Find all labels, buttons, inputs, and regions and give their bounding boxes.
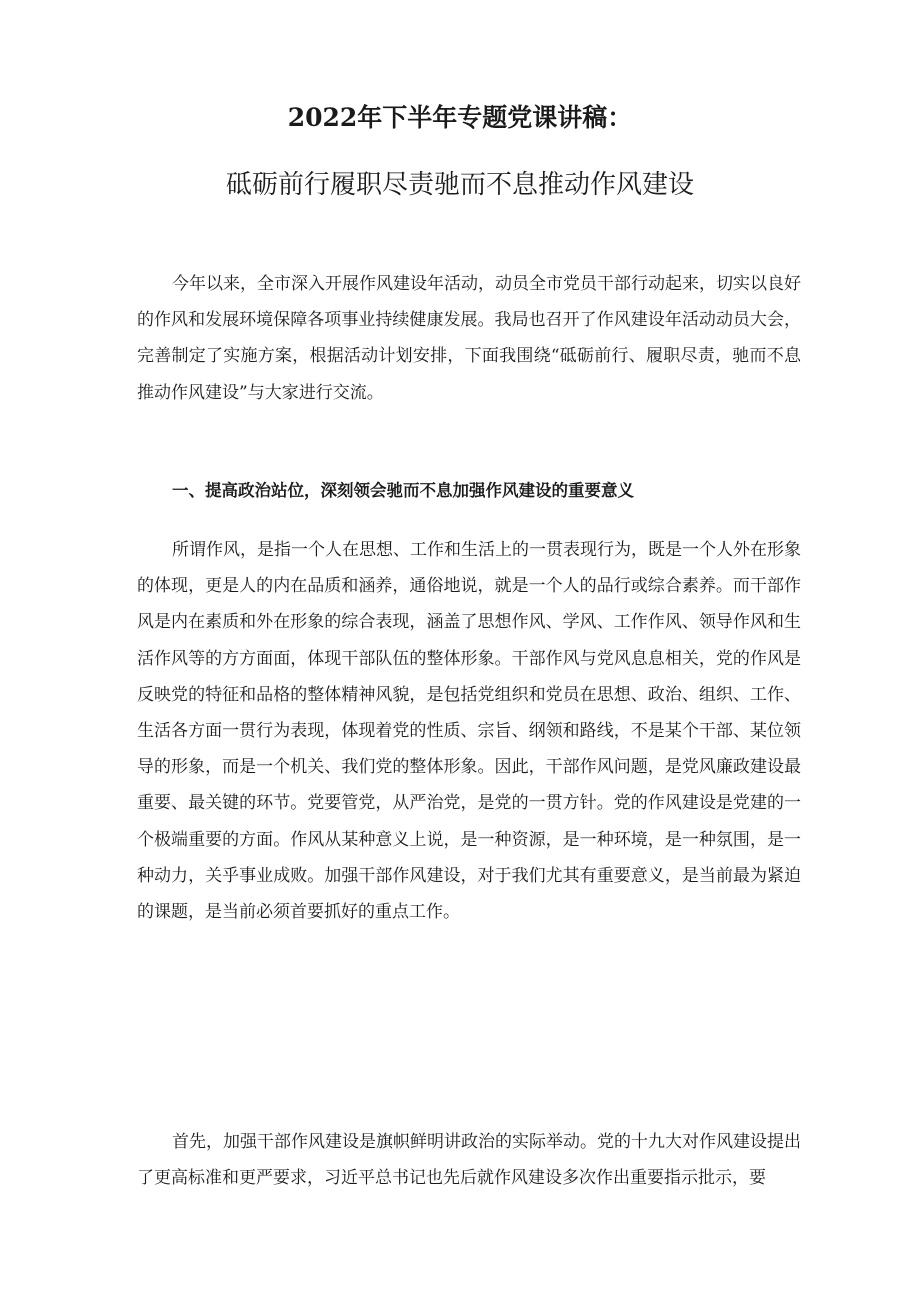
- section1-heading: 一、提高政治站位，深刻领会驰而不息加强作风建设的重要意义: [172, 481, 634, 500]
- document-title-line1: 2022年下半年专题党课讲稿：: [287, 103, 633, 132]
- document-title-line2: 砥砺前行履职尽责驰而不息推动作风建设: [225, 170, 694, 200]
- section1-body-paragraph: 所谓作风，是指一个人在思想、工作和生活上的一贯表现行为，既是一个人外在形象的体现，更是人的内在品质和涵养，通俗地说，就是一个人的品行或综合素养。而干部作风是内在素质和外在形象的综合表现，涵盖了思想作风、学风、工作作风、领导作风和生活作风等的方方面面，体现干部队伍的整体形象。干部作风与党风息息相关，党的作风是反映党的特征和品格的整体精神风貌，是包括党组织和党员在思想、政治、组织、工作、生活各方面一贯行为表现，体现着党的性质、宗旨、纲领和路线，不是某个干部、某位领导的形象，而是一个机关、我们党的整体形象。因此，干部作风问题，是党风廉政建设最重要、最关键的环节。党要管党，从严治党，是党的一贯方针。党的作风建设是党建的一个极端重要的方面。作风从某种意义上说，是一种资源，是一种环境，是一种氛围，是一种动力，关乎事业成败。加强干部作风建设，对于我们尤其有重要意义，是当前最为紧迫的课题，是当前必须首要抓好的重点工作。: [137, 540, 801, 923]
- intro-paragraph: 今年以来，全市深入开展作风建设年活动，动员全市党员干部行动起来，切实以良好的作风和发展环境保障各项事业持续健康发展。我局也召开了作风建设年活动动员大会，完善制定了实施方案，根据活动计划安排，下面我围绕“砥砺前行、履职尽责，驰而不息推动作风建设”与大家进行交流。: [137, 274, 801, 403]
- section1-firstly-paragraph: 首先，加强干部作风建设是旗帜鲜明讲政治的实际举动。党的十九大对作风建设提出了更高标准和更严要求，习近平总书记也先后就作风建设多次作出重要指示批示，要: [137, 1132, 801, 1189]
